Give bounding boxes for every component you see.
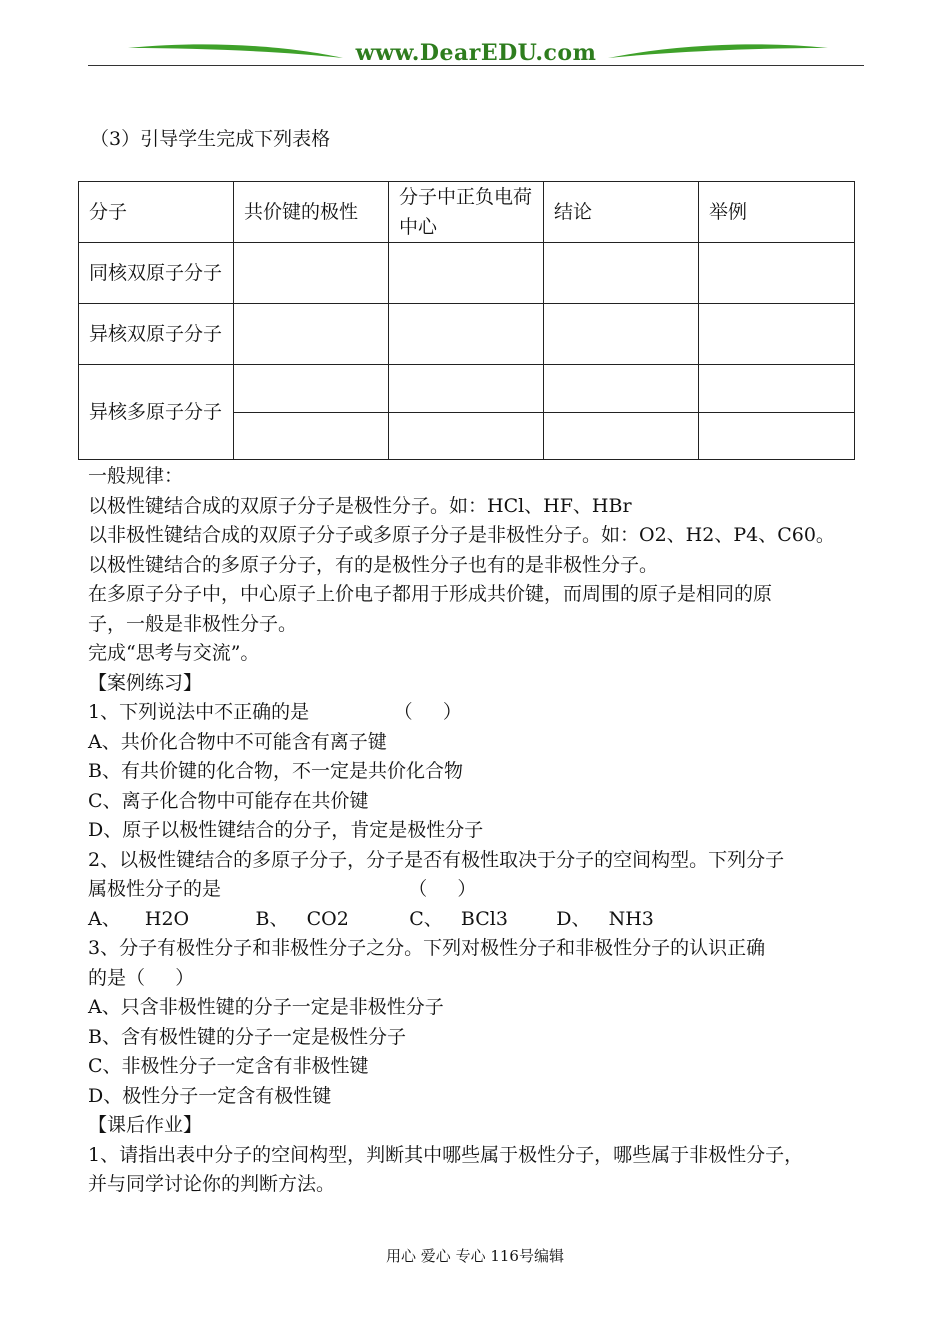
question-line: 属极性分子的是 （ ） [88,878,477,900]
blank-cell [699,413,855,460]
question-line: 3、分子有极性分子和非极性分子之分。下列对极性分子和非极性分子的认识正确 [88,937,766,959]
text-line: 在多原子分子中，中心原子上价电子都用于形成共价键，而周围的原子是相同的原 [88,583,773,605]
row-label: 同核双原子分子 [79,243,234,304]
blank-cell [544,413,699,460]
intro-heading: （3）引导学生完成下列表格 [90,128,331,150]
table-header-row [79,182,855,243]
text-line: 子，一般是非极性分子。 [88,612,298,635]
option-line: B、含有极性键的分子一定是极性分子 [88,1025,406,1048]
blank-cell [389,304,544,365]
blank-cell [544,365,699,413]
text-line: 一般规律： [88,465,184,487]
text-line: 以非极性键结合成的双原子分子或多原子分子是非极性分子。如：O2、H2、P4、C60。 [88,524,835,546]
text-line: 完成“思考与交流”。 [88,642,260,664]
header-cell: 共价键的极性 [234,182,389,243]
text-line: 以极性键结合的多原子分子，有的是极性分子也有的是非极性分子。 [88,553,659,576]
blank-cell [544,243,699,304]
section-heading: 【课后作业】 [88,1114,203,1136]
table-row [79,304,855,365]
site-brand[interactable]: www.DearEDU.com [355,40,597,66]
blank-cell [389,365,544,413]
homework-line: 并与同学讨论你的判断方法。 [88,1173,336,1195]
question-line: 的是（ ） [88,966,195,989]
table-row [79,243,855,304]
header-cell: 举例 [699,182,855,243]
row-label: 异核双原子分子 [79,304,234,365]
option-line: A、只含非极性键的分子一定是非极性分子 [88,996,444,1018]
blank-cell [699,365,855,413]
option-line: C、非极性分子一定含有非极性键 [88,1055,369,1077]
blank-cell [234,413,389,460]
question-line: 2、以极性键结合的多原子分子，分子是否有极性取决于分子的空间构型。下列分子 [88,848,785,871]
blank-cell [544,304,699,365]
page-footer: 用心 爱心 专心 116号编辑 [386,1247,564,1265]
blank-cell [234,243,389,304]
header-cell: 结论 [544,182,699,243]
blank-cell [699,243,855,304]
option-line: B、有共价键的化合物，不一定是共价化合物 [88,760,463,782]
section-heading: 【案例练习】 [88,671,203,694]
polarity-table [78,181,855,460]
header-cell: 分子中正负电荷中心 [389,182,544,243]
option-line: A、 H2O B、 CO2 C、 BCl3 D、 NH3 [88,907,654,930]
document-body [88,462,878,1200]
row-label: 异核多原子分子 [79,365,234,460]
blank-cell [389,413,544,460]
option-line: D、极性分子一定含有极性键 [88,1084,332,1107]
option-line: D、原子以极性键结合的分子，肯定是极性分子 [88,819,484,841]
blank-cell [234,365,389,413]
header-cell: 分子 [79,182,234,243]
blank-cell [234,304,389,365]
question-line: 1、下列说法中不正确的是 （ ） [88,701,462,723]
header-divider [88,65,864,66]
blank-cell [389,243,544,304]
table-row [79,365,855,413]
blank-cell [699,304,855,365]
option-line: C、离子化合物中可能存在共价键 [88,789,369,812]
text-line: 以极性键结合成的双原子分子是极性分子。如：HCl、HF、HBr [88,494,632,517]
homework-line: 1、请指出表中分子的空间构型，判断其中哪些属于极性分子，哪些属于非极性分子， [88,1143,804,1166]
option-line: A、共价化合物中不可能含有离子键 [88,730,387,753]
